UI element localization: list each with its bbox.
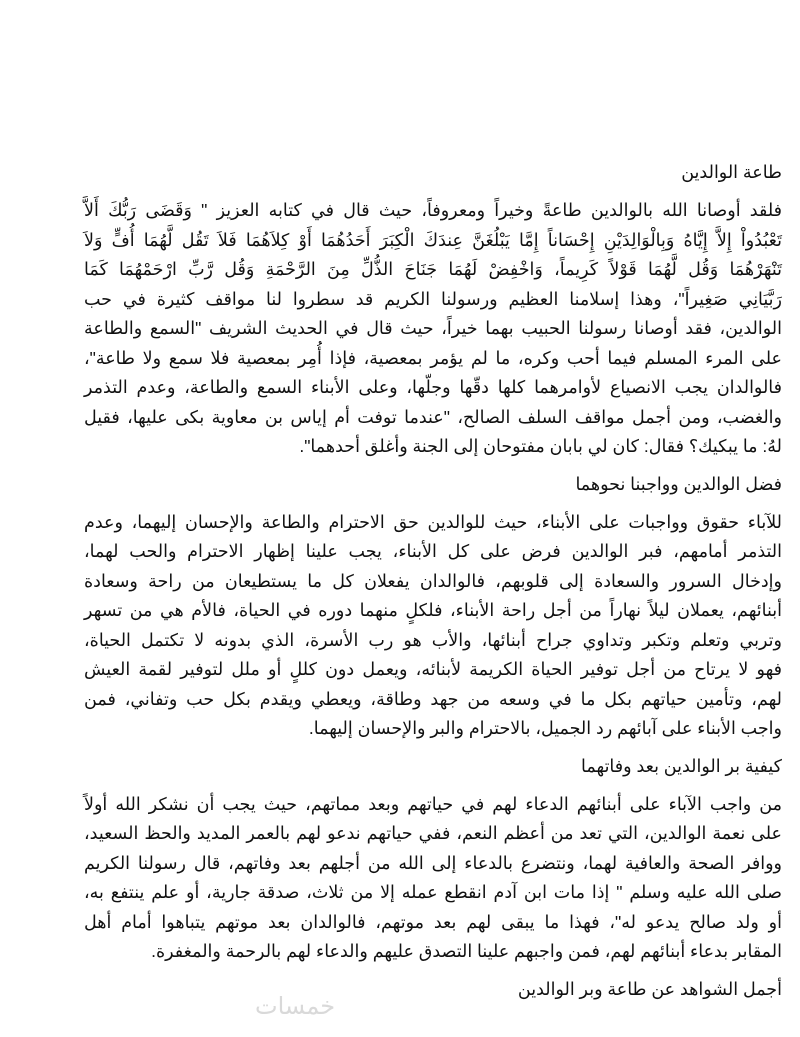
text-line: من واجب الآباء على أبنائهم الدعاء لهم في حياتهم وبعد مماتهم، حيث يجب أن نشكر الله أولاً: [84, 793, 782, 814]
paragraph: [84, 790, 782, 967]
section-heading: أجمل الشواهد عن طاعة وبر الوالدين: [517, 978, 782, 999]
text-line: لهم، وتأمين حياتهم بكل ما في وسعه من جهد وطاقة، ويعطي ويقدم بكل حب وتفاني، فمن: [84, 688, 782, 709]
section-heading: طاعة الوالدين: [681, 162, 782, 182]
text-line: التذمر أمامهم، فبر الوالدين فرض على كل الأبناء، يجب علينا إظهار الاحترام والحب لهما،: [84, 541, 782, 561]
document-body: [84, 158, 782, 1013]
text-line: فالوالدان يجب الانصياع لأوامرهما كلها دقّها وجلّها، وعلى الأبناء السمع والطاعة، وعدم التذمر: [84, 377, 782, 397]
paragraph: [84, 508, 782, 744]
text-line: وتربي وتعلم وتكبر وتداوي جراح أبنائها، والأب هو رب الأسرة، الذي بدونه لا تكتمل الحياة،: [84, 629, 782, 650]
text-line: رَبَّيَانِي صَغِيراً"، وهذا إسلامنا العظيم ورسولنا الكريم قد سطروا لنا مواقف كثيرة في حب: [84, 288, 782, 309]
text-line: على المرء المسلم فيما أحب وكره، ما لم يؤمر بمعصية، فإذا أُمِر بمعصية فلا سمع ولا طاعة"،: [84, 347, 782, 368]
section-heading: فضل الوالدين وواجبنا نحوهما: [575, 473, 782, 494]
text-line: المقابر بدعاء أبنائهم لهم، فمن واجبهم علينا التصدق عليهم والدعاء لهم بالرحمة والمغفرة.: [151, 941, 782, 961]
text-line: لهُ: ما يبكيك؟ فقال: كان لي بابان مفتوحان إلى الجنة وأغلق أحدهما".: [299, 436, 782, 456]
text-line: فهو لا يرتاح من أجل توفير الحياة الكريمة لأبنائه، ويعمل دون كللٍ أو ملل لتوفير لقمة العيش: [84, 659, 782, 679]
text-line: ووافر الصحة والعافية لهما، ونتضرع بالدعاء إلى الله من أجلهم بعد وفاتهم، قال رسولنا الكريم: [84, 852, 782, 873]
text-line: أو ولد صالح يدعو له"، فهذا ما يبقى لهم بعد موتهم، فالوالدان بعد موتهم يتباهوا أمام أهل: [84, 911, 782, 932]
text-line: تَنْهَرْهُمَا وَقُل لَّهُمَا قَوْلاً كَرِيماً، وَاخْفِضْ لَهُمَا جَنَاحَ الذُّلِّ مِنَ الرَّحْمَةِ وَقُل رَّبِّ ارْحَمْهُمَا كَمَا: [84, 259, 782, 279]
watermark: خمسات: [255, 993, 336, 1020]
text-line: صلى الله عليه وسلم " إذا مات ابن آدم انقطع عمله إلا من ثلاث، صدقة جارية، أو علم ينتفع به،: [84, 882, 782, 902]
section-heading: كيفية بر الوالدين بعد وفاتهما: [581, 755, 782, 776]
text-line: واجب الأبناء على آبائهم رد الجميل، بالاحترام والبر والإحسان إليهما.: [308, 718, 782, 738]
text-line: فلقد أوصانا الله بالوالدين طاعةً وخيراً ومعروفاً، حيث قال في كتابه العزيز " وَقَضَى رَبُّكَ أَلاَّ: [84, 200, 782, 220]
paragraph: [84, 196, 782, 462]
text-line: الوالدين، فقد أوصانا رسولنا الحبيب بهما خيراً، حيث قال في الحديث الشريف "السمع والطاعة: [84, 318, 782, 338]
text-line: تَعْبُدُواْ إِلاَّ إِيَّاهُ وَبِالْوَالِدَيْنِ إِحْسَاناً إِمَّا يَبْلُغَنَّ عِندَكَ الْكِبَرَ أَحَدُهُمَا أَوْ كِلاَهُمَا فَلاَ تَقُل لَّهُمَا أُفٍّ وَلاَ: [84, 229, 782, 250]
text-line: للآباء حقوق وواجبات على الأبناء، حيث للوالدين حق الاحترام والطاعة والإحسان إليهما، وعدم: [84, 511, 782, 532]
text-line: على نعمة الوالدين، التي تعد من أعظم النعم، ففي حياتهم ندعو لهم بالعمر المديد والحظ السعيد،: [84, 823, 782, 843]
text-line: والغضب، ومن أجمل مواقف السلف الصالح، "عندما توفت أم إياس بن معاوية بكى عليها، فقيل: [84, 406, 782, 427]
text-line: أبنائهم، يعملان ليلاً نهاراً من أجل راحة الأبناء، فلكلٍ منهما دوره في الحياة، فالأم هي من تسهر: [84, 600, 782, 620]
text-line: وإدخال السرور والسعادة إلى قلوبهم، فالوالدان يفعلان كل ما يستطيعان من راحة وسعادة: [84, 570, 782, 591]
